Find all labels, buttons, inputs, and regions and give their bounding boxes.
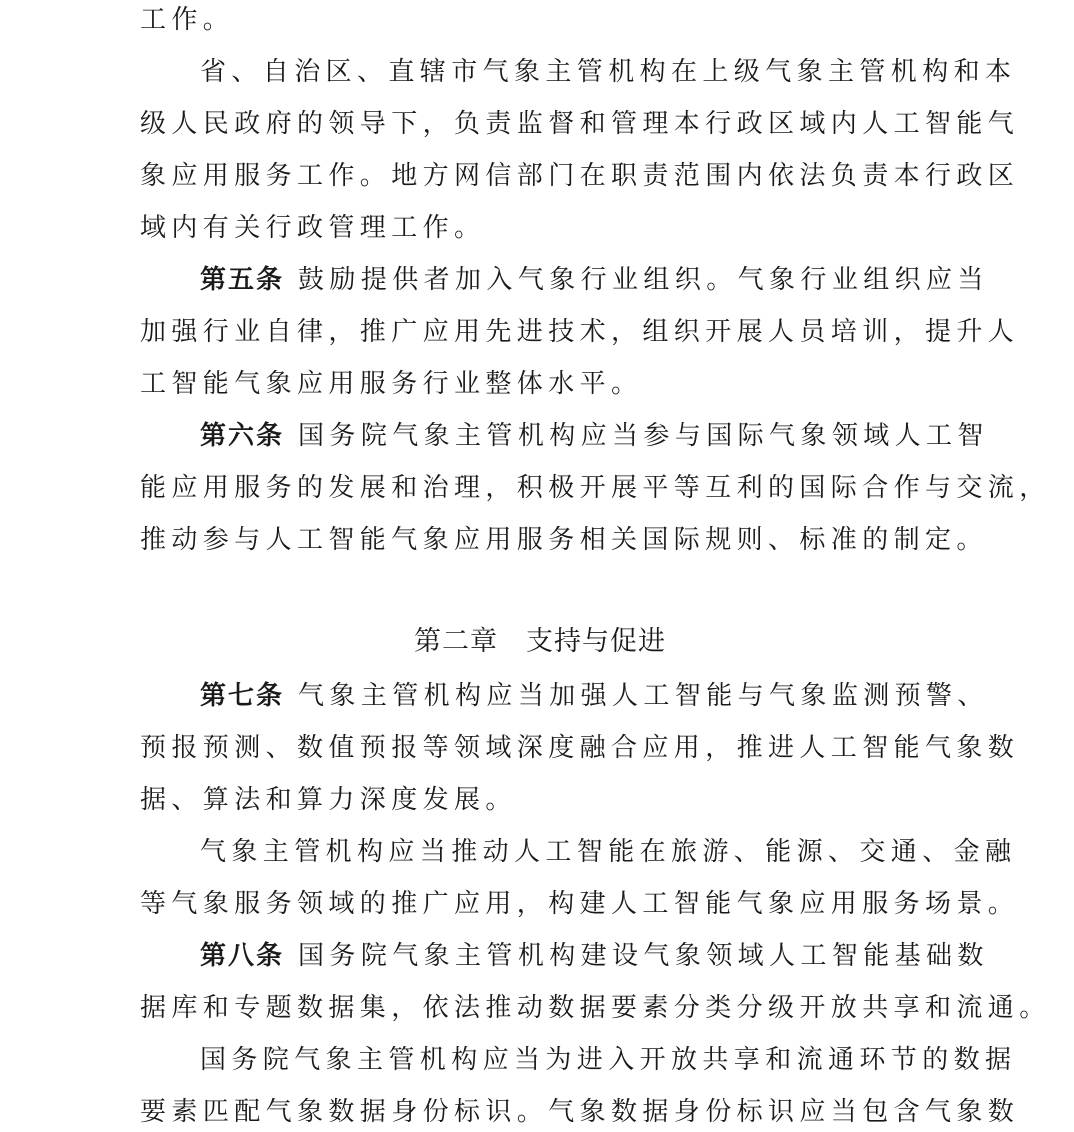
article-number: 第八条 xyxy=(200,941,285,971)
paragraph-line: 加强行业自律，推广应用先进技术，组织开展人员培训，提升人 xyxy=(140,317,1020,347)
paragraph-line: 气象主管机构应当推动人工智能在旅游、能源、交通、金融 xyxy=(200,837,1017,867)
article-number: 第六条 xyxy=(200,421,285,451)
article-text: 鼓励提供者加入气象行业组织。气象行业组织应当 xyxy=(298,265,989,295)
article-text: 国务院气象主管机构建设气象领域人工智能基础数 xyxy=(298,941,989,971)
chapter-number: 第二章 xyxy=(414,626,498,657)
paragraph-line: 工作。 xyxy=(140,5,235,35)
article-text: 气象主管机构应当加强人工智能与气象监测预警、 xyxy=(298,681,989,711)
paragraph-line: 域内有关行政管理工作。 xyxy=(140,213,486,243)
article-6-line xyxy=(140,416,989,456)
article-7-line xyxy=(140,676,989,716)
article-number: 第五条 xyxy=(200,265,285,295)
paragraph-line: 等气象服务领域的推广应用，构建人工智能气象应用服务场景。 xyxy=(140,889,1020,919)
article-8-line xyxy=(140,936,989,976)
chapter-heading xyxy=(140,622,940,662)
chapter-title: 支持与促进 xyxy=(526,626,666,657)
paragraph-line: 省、自治区、直辖市气象主管机构在上级气象主管机构和本 xyxy=(200,57,1017,87)
paragraph-line: 国务院气象主管机构应当为进入开放共享和流通环节的数据 xyxy=(200,1045,1017,1075)
article-text: 国务院气象主管机构应当参与国际气象领域人工智 xyxy=(298,421,989,451)
paragraph-line: 级人民政府的领导下，负责监督和管理本行政区域内人工智能气 xyxy=(140,109,1020,139)
paragraph-line: 推动参与人工智能气象应用服务相关国际规则、标准的制定。 xyxy=(140,525,988,555)
article-5-line xyxy=(140,260,989,300)
paragraph-line: 据、算法和算力深度发展。 xyxy=(140,785,517,815)
paragraph-line: 要素匹配气象数据身份标识。气象数据身份标识应当包含气象数 xyxy=(140,1097,1020,1127)
paragraph-line: 能应用服务的发展和治理，积极开展平等互利的国际合作与交流， xyxy=(140,473,1051,503)
paragraph-line: 工智能气象应用服务行业整体水平。 xyxy=(140,369,643,399)
paragraph-line: 预报预测、数值预报等领域深度融合应用，推进人工智能气象数 xyxy=(140,733,1020,763)
paragraph-line: 象应用服务工作。地方网信部门在职责范围内依法负责本行政区 xyxy=(140,161,1020,191)
article-number: 第七条 xyxy=(200,681,285,711)
paragraph-line: 据库和专题数据集，依法推动数据要素分类分级开放共享和流通。 xyxy=(140,993,1051,1023)
